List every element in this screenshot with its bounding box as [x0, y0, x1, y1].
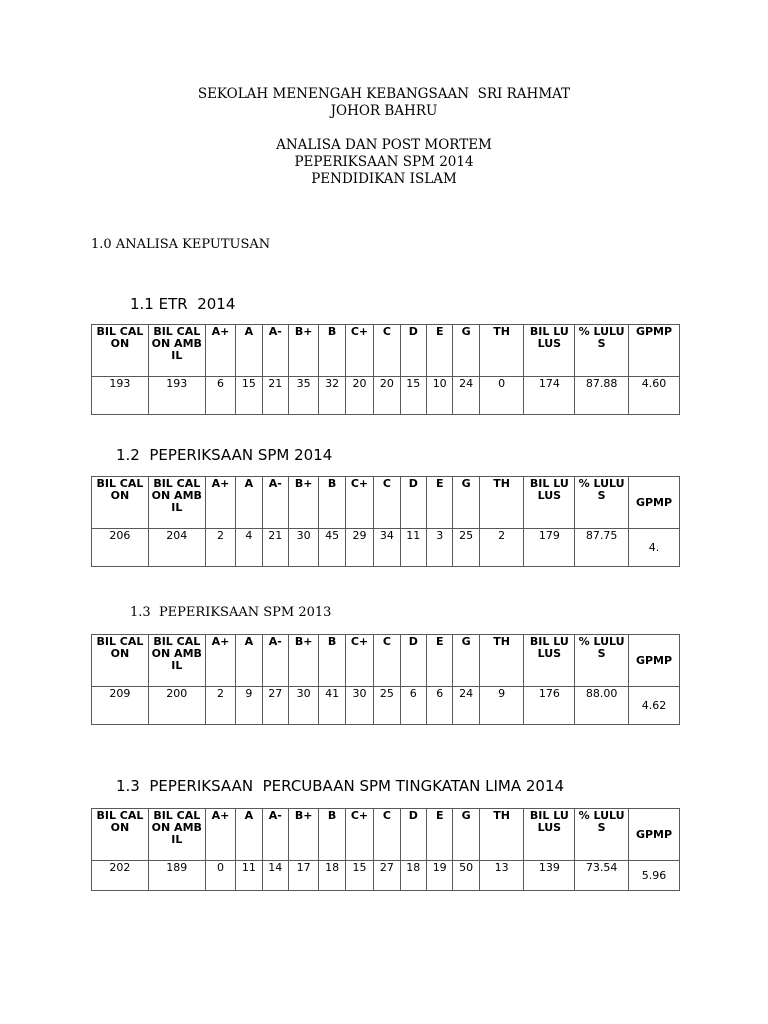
table-cell: 45 — [319, 529, 345, 567]
column-header: A+ — [205, 635, 235, 687]
table-header-row — [92, 477, 680, 529]
column-header: G — [453, 325, 479, 377]
column-header: % LULUS — [575, 809, 629, 861]
table-cell: 15 — [345, 861, 373, 891]
table-cell: 11 — [400, 529, 426, 567]
column-header: C+ — [345, 635, 373, 687]
column-header: C — [374, 809, 400, 861]
column-header: BIL CALON AMBIL — [148, 477, 205, 529]
table-cell: 87.75 — [575, 529, 629, 567]
column-header: BIL CALON — [92, 325, 149, 377]
table-cell: 179 — [524, 529, 575, 567]
table-cell: 21 — [262, 529, 288, 567]
results-table-spm-2014 — [91, 476, 680, 567]
exam-name: PEPERIKSAAN SPM 2014 — [294, 154, 474, 170]
table-cell: 17 — [288, 861, 318, 891]
school-header — [0, 86, 768, 120]
table-cell: 6 — [400, 687, 426, 725]
column-header: C — [374, 477, 400, 529]
column-header: BIL CALON AMBIL — [148, 809, 205, 861]
column-header: GPMP — [629, 325, 680, 377]
table-cell: 2 — [205, 529, 235, 567]
column-header: A — [236, 809, 262, 861]
table-cell: 0 — [205, 861, 235, 891]
column-header: A — [236, 477, 262, 529]
column-header: BIL CALON AMBIL — [148, 325, 205, 377]
column-header: GPMP — [629, 635, 680, 687]
table-cell: 200 — [148, 687, 205, 725]
school-city: JOHOR BAHRU — [330, 103, 438, 119]
table-cell: 15 — [236, 377, 262, 415]
table-cell: 9 — [479, 687, 524, 725]
column-header: C+ — [345, 477, 373, 529]
table-cell: 88.00 — [575, 687, 629, 725]
table-cell: 2 — [205, 687, 235, 725]
table-cell: 10 — [427, 377, 453, 415]
section-title-trial-2014: 1.3 PEPERIKSAAN PERCUBAAN SPM TINGKATAN LIMA 2014 — [116, 777, 565, 795]
column-header: B — [319, 809, 345, 861]
column-header: D — [400, 635, 426, 687]
column-header: A+ — [205, 477, 235, 529]
table-cell: 4.60 — [629, 377, 680, 415]
column-header: BIL CALON — [92, 635, 149, 687]
table-cell: 24 — [453, 377, 479, 415]
table-row — [92, 377, 680, 415]
school-name: SEKOLAH MENENGAH KEBANGSAAN SRI RAHMAT — [197, 86, 571, 102]
column-header: C+ — [345, 809, 373, 861]
table-cell: 204 — [148, 529, 205, 567]
column-header: D — [400, 809, 426, 861]
table-cell: 21 — [262, 377, 288, 415]
column-header: % LULUS — [575, 477, 629, 529]
table-header-row — [92, 809, 680, 861]
table-cell: 18 — [319, 861, 345, 891]
table-row — [92, 529, 680, 567]
table-cell: 5.96 — [629, 861, 680, 891]
column-header: B+ — [288, 477, 318, 529]
table-cell: 15 — [400, 377, 426, 415]
column-header: B — [319, 477, 345, 529]
table-cell: 18 — [400, 861, 426, 891]
table-cell: 14 — [262, 861, 288, 891]
table-cell: 209 — [92, 687, 149, 725]
table-cell: 34 — [374, 529, 400, 567]
table-cell: 3 — [427, 529, 453, 567]
column-header: B+ — [288, 635, 318, 687]
results-table-trial-2014 — [91, 808, 680, 891]
table-cell: 4. — [629, 529, 680, 567]
column-header: B — [319, 325, 345, 377]
column-header: A- — [262, 477, 288, 529]
table-cell: 25 — [374, 687, 400, 725]
column-header: B — [319, 635, 345, 687]
table-cell: 19 — [427, 861, 453, 891]
subject-name: PENDIDIKAN ISLAM — [311, 171, 457, 187]
section-title-etr: 1.1 ETR 2014 — [130, 295, 236, 313]
table-cell: 11 — [236, 861, 262, 891]
table-cell: 176 — [524, 687, 575, 725]
table-cell: 139 — [524, 861, 575, 891]
table-cell: 9 — [236, 687, 262, 725]
table-cell: 30 — [288, 687, 318, 725]
report-header — [0, 137, 768, 188]
column-header: % LULUS — [575, 635, 629, 687]
column-header: A+ — [205, 809, 235, 861]
column-header: A — [236, 325, 262, 377]
results-table-spm-2013 — [91, 634, 680, 725]
table-cell: 20 — [345, 377, 373, 415]
column-header: E — [427, 477, 453, 529]
table-cell: 30 — [345, 687, 373, 725]
column-header: TH — [479, 325, 524, 377]
column-header: BIL CALON — [92, 809, 149, 861]
table-cell: 32 — [319, 377, 345, 415]
column-header: A — [236, 635, 262, 687]
column-header: GPMP — [629, 477, 680, 529]
table-cell: 193 — [92, 377, 149, 415]
table-cell: 73.54 — [575, 861, 629, 891]
table-cell: 0 — [479, 377, 524, 415]
table-cell: 30 — [288, 529, 318, 567]
column-header: G — [453, 635, 479, 687]
column-header: E — [427, 635, 453, 687]
table-cell: 20 — [374, 377, 400, 415]
table-cell: 189 — [148, 861, 205, 891]
table-row — [92, 687, 680, 725]
table-cell: 27 — [374, 861, 400, 891]
column-header: A- — [262, 325, 288, 377]
table-cell: 25 — [453, 529, 479, 567]
column-header: G — [453, 809, 479, 861]
column-header: B+ — [288, 809, 318, 861]
table-header-row — [92, 325, 680, 377]
section-title-spm-2013: 1.3 PEPERIKSAAN SPM 2013 — [130, 605, 332, 620]
column-header: B+ — [288, 325, 318, 377]
table-cell: 50 — [453, 861, 479, 891]
column-header: % LULUS — [575, 325, 629, 377]
column-header: BIL CALON AMBIL — [148, 635, 205, 687]
table-header-row — [92, 635, 680, 687]
table-cell: 87.88 — [575, 377, 629, 415]
report-title: ANALISA DAN POST MORTEM — [276, 137, 492, 153]
table-cell: 27 — [262, 687, 288, 725]
table-cell: 2 — [479, 529, 524, 567]
section-heading-analysis: 1.0 ANALISA KEPUTUSAN — [91, 237, 271, 252]
table-cell: 4.62 — [629, 687, 680, 725]
table-cell: 41 — [319, 687, 345, 725]
section-title-spm-2014: 1.2 PEPERIKSAAN SPM 2014 — [116, 446, 333, 464]
table-cell: 24 — [453, 687, 479, 725]
results-table-etr — [91, 324, 680, 415]
table-cell: 6 — [427, 687, 453, 725]
table-cell: 206 — [92, 529, 149, 567]
table-cell: 35 — [288, 377, 318, 415]
column-header: C — [374, 635, 400, 687]
column-header: TH — [479, 635, 524, 687]
column-header: A- — [262, 635, 288, 687]
table-cell: 13 — [479, 861, 524, 891]
column-header: G — [453, 477, 479, 529]
column-header: C+ — [345, 325, 373, 377]
column-header: E — [427, 325, 453, 377]
table-cell: 174 — [524, 377, 575, 415]
table-cell: 193 — [148, 377, 205, 415]
column-header: A- — [262, 809, 288, 861]
table-cell: 6 — [205, 377, 235, 415]
column-header: A+ — [205, 325, 235, 377]
column-header: D — [400, 477, 426, 529]
column-header: E — [427, 809, 453, 861]
column-header: TH — [479, 809, 524, 861]
column-header: BIL LULUS — [524, 635, 575, 687]
table-row — [92, 861, 680, 891]
column-header: GPMP — [629, 809, 680, 861]
column-header: BIL CALON — [92, 477, 149, 529]
column-header: D — [400, 325, 426, 377]
column-header: BIL LULUS — [524, 325, 575, 377]
table-cell: 202 — [92, 861, 149, 891]
table-cell: 4 — [236, 529, 262, 567]
column-header: C — [374, 325, 400, 377]
column-header: TH — [479, 477, 524, 529]
column-header: BIL LULUS — [524, 809, 575, 861]
table-cell: 29 — [345, 529, 373, 567]
column-header: BIL LULUS — [524, 477, 575, 529]
